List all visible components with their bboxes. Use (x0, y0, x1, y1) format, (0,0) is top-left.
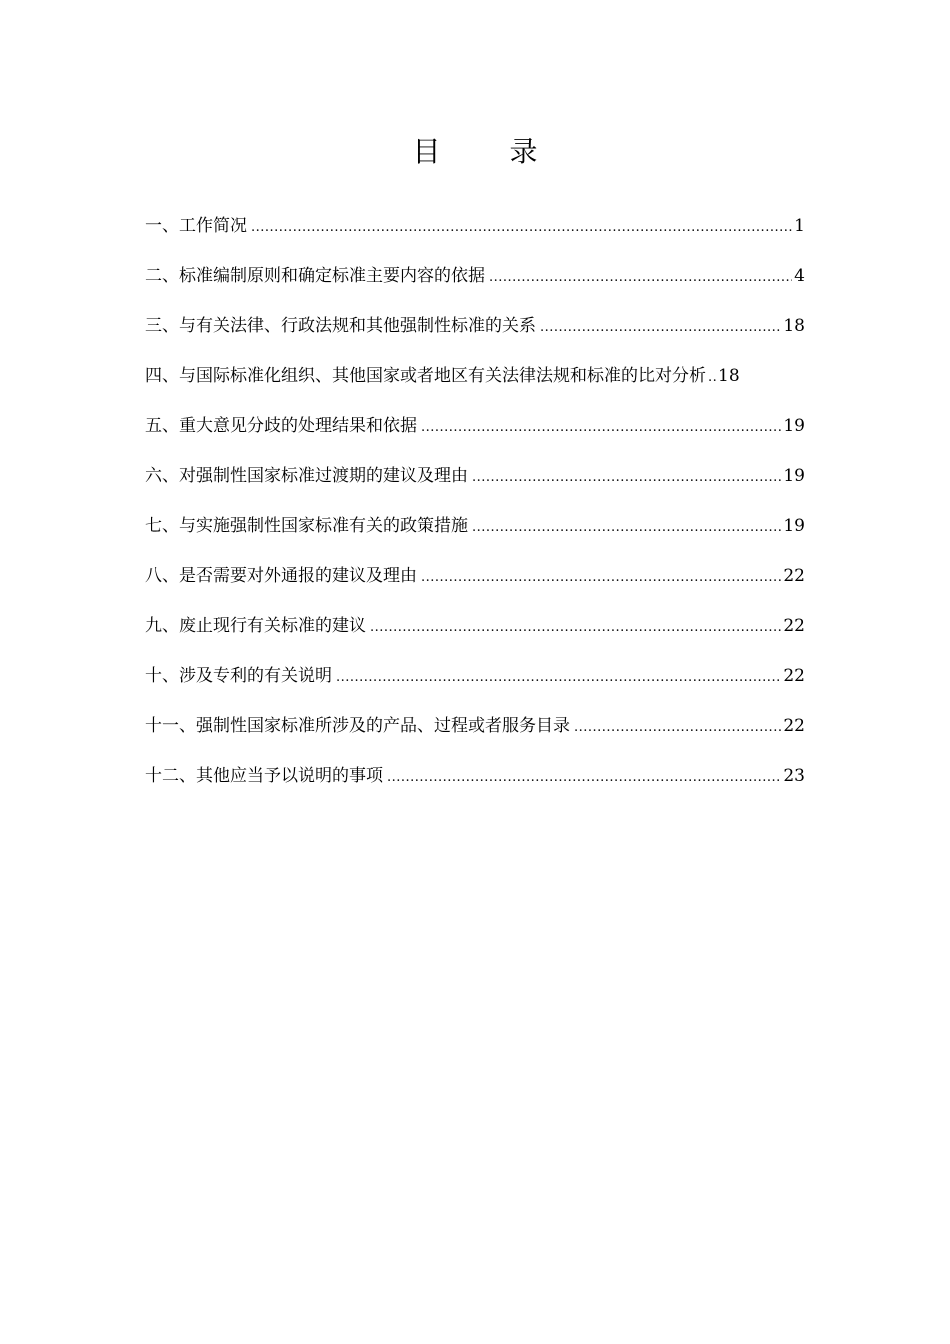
toc-entry-page: 22 (783, 716, 805, 736)
toc-entry-page: 22 (783, 616, 805, 636)
toc-entry[interactable] (145, 458, 805, 508)
toc-dot-leader (421, 410, 781, 446)
toc-entry[interactable] (145, 358, 805, 408)
toc-entry-text: 一、工作简况 (145, 216, 247, 236)
toc-entry[interactable] (145, 708, 805, 758)
toc-entry-page: 4 (794, 266, 805, 286)
toc-entry[interactable] (145, 408, 805, 458)
toc-entry[interactable] (145, 508, 805, 558)
toc-entry[interactable] (145, 658, 805, 708)
toc-dot-leader (540, 310, 781, 346)
toc-entry-page: 23 (783, 766, 805, 786)
toc-entry[interactable] (145, 308, 805, 358)
toc-dot-leader (472, 510, 781, 546)
toc-dot-leader (421, 560, 781, 596)
toc-entry-text: 九、废止现行有关标准的建议 (145, 616, 366, 636)
toc-entry[interactable] (145, 558, 805, 608)
toc-entry-text: 四、与国际标准化组织、其他国家或者地区有关法律法规和标准的比对分析 (145, 366, 706, 386)
toc-entry-page: 19 (783, 416, 805, 436)
toc-dot-leader (251, 210, 792, 246)
toc-entry[interactable] (145, 608, 805, 658)
toc-entry-text: 二、标准编制原则和确定标准主要内容的依据 (145, 266, 485, 286)
toc-list (145, 208, 805, 808)
toc-entry-page: 19 (783, 516, 805, 536)
toc-dot-leader (472, 460, 781, 496)
toc-entry[interactable] (145, 258, 805, 308)
toc-dot-leader (370, 610, 781, 646)
toc-entry-text: 十一、强制性国家标准所涉及的产品、过程或者服务目录 (145, 716, 570, 736)
toc-dot-leader (489, 260, 792, 296)
toc-entry-page: 19 (783, 466, 805, 486)
toc-entry-text: 五、重大意见分歧的处理结果和依据 (145, 416, 417, 436)
toc-entry-page: 18 (718, 366, 740, 386)
toc-dot-leader (708, 360, 718, 396)
toc-entry[interactable] (145, 758, 805, 808)
toc-entry-text: 七、与实施强制性国家标准有关的政策措施 (145, 516, 468, 536)
toc-entry-text: 十二、其他应当予以说明的事项 (145, 766, 383, 786)
toc-entry-page: 22 (783, 666, 805, 686)
toc-entry-text: 十、涉及专利的有关说明 (145, 666, 332, 686)
toc-entry[interactable] (145, 208, 805, 258)
toc-entry-page: 22 (783, 566, 805, 586)
toc-dot-leader (387, 760, 781, 796)
toc-dot-leader (574, 710, 781, 746)
toc-entry-text: 三、与有关法律、行政法规和其他强制性标准的关系 (145, 316, 536, 336)
toc-entry-text: 八、是否需要对外通报的建议及理由 (145, 566, 417, 586)
toc-entry-page: 18 (783, 316, 805, 336)
toc-title: 目 录 (412, 135, 568, 168)
toc-entry-page: 1 (794, 216, 805, 236)
toc-entry-text: 六、对强制性国家标准过渡期的建议及理由 (145, 466, 468, 486)
toc-dot-leader (336, 660, 781, 696)
